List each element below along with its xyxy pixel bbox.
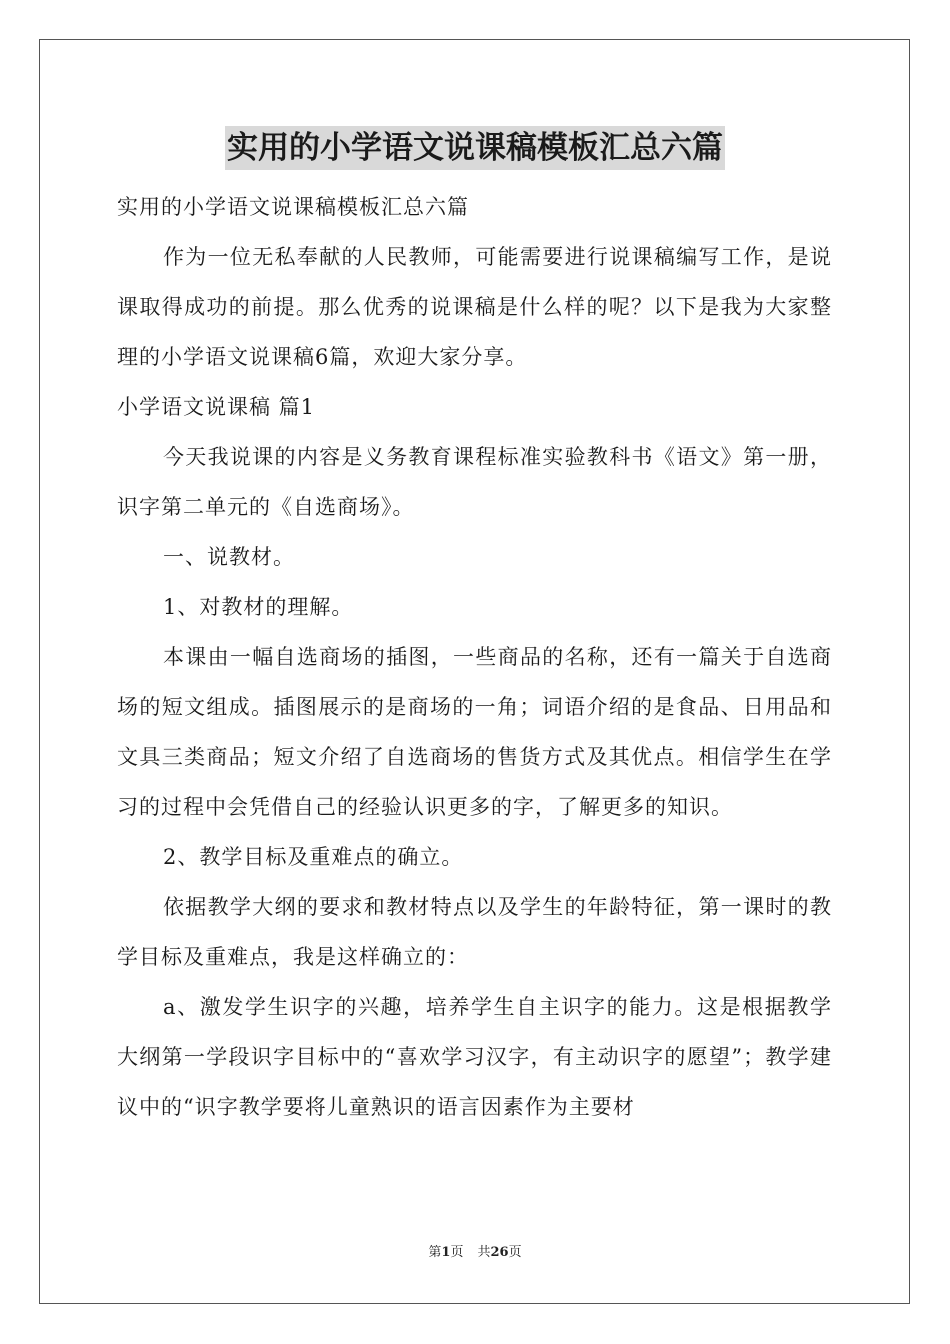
paragraph: 今天我说课的内容是义务教育课程标准实验教科书《语文》第一册，识字第二单元的《自选商场》。: [117, 445, 832, 519]
total-prefix: 共: [477, 1245, 491, 1260]
paragraph: 1、对教材的理解。: [163, 595, 354, 619]
paragraph: 实用的小学语文说课稿模板汇总六篇: [117, 195, 469, 219]
page-total: 26: [490, 1245, 509, 1260]
paragraph: 小学语文说课稿 篇1: [117, 395, 316, 419]
paragraph: 作为一位无私奉献的人民教师，可能需要进行说课稿编写工作，是说课取得成功的前提。那么优秀的说课稿是什么样的呢？以下是我为大家整理的小学语文说课稿6篇，欢迎大家分享。: [117, 245, 832, 369]
page-unit: 页: [450, 1245, 464, 1260]
page-current: 1: [441, 1245, 451, 1260]
document-body: [117, 182, 832, 1132]
paragraph: 本课由一幅自选商场的插图，一些商品的名称，还有一篇关于自选商场的短文组成。插图展示的是商场的一角；词语介绍的是食品、日用品和文具三类商品；短文介绍了自选商场的售货方式及其优点。相信学生在学习的过程中会凭借自己的经验认识更多的字，了解更多的知识。: [117, 645, 832, 819]
total-unit: 页: [508, 1245, 522, 1260]
paragraph: 一、说教材。: [163, 545, 295, 569]
paragraph: a、激发学生识字的兴趣，培养学生自主识字的能力。这是根据教学大纲第一学段识字目标中的“喜欢学习汉字，有主动识字的愿望”；教学建议中的“识字教学要将儿童熟识的语言因素作为主要材: [117, 995, 832, 1119]
paragraph: 依据教学大纲的要求和教材特点以及学生的年龄特征，第一课时的教学目标及重难点，我是这样确立的：: [117, 895, 832, 969]
title-container: [0, 126, 950, 170]
page-prefix: 第: [428, 1245, 442, 1260]
paragraph: 2、教学目标及重难点的确立。: [163, 845, 464, 869]
page-footer: [0, 1244, 950, 1262]
document-title: 实用的小学语文说课稿模板汇总六篇: [225, 126, 725, 170]
